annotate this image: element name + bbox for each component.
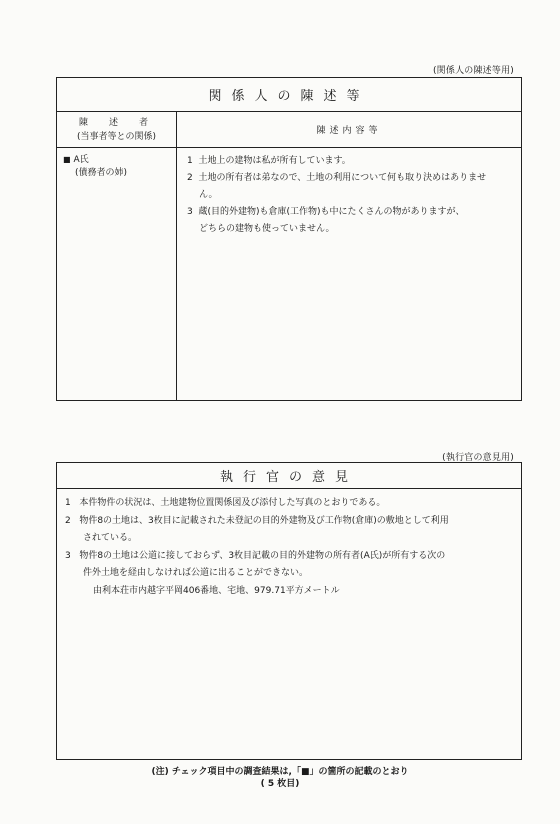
page-number: ( 5 枚目) (260, 779, 300, 789)
check-mark: ■ (63, 155, 71, 164)
opinion-item-continuation: されている。 (83, 533, 138, 543)
opinion-item-address: 由利本荘市内越字平岡406番地、宅地、979.71平方メートル (93, 585, 340, 596)
statement-body-row (57, 148, 521, 400)
footer-note (0, 766, 560, 790)
opinion-item: 3 物件8の土地は公道に接しておらず、3枚目記載の目的外建物の所有者(A氏)が所有する次の (65, 550, 446, 561)
opinion-item: 2 物件8の土地は、3枚目に記載された未登記の目的外建物及び工作物(倉庫)の敷地として利用 (65, 515, 449, 526)
speaker-name: A氏 (73, 155, 89, 165)
opinion-form-tag: (執行官の意見用) (442, 453, 514, 463)
opinion-content (57, 489, 521, 600)
check-note: (注) チェック項目中の調査結果は,「■」の箇所の記載のとおり (151, 767, 409, 777)
statement-item: 3 蔵(目的外建物)も倉庫(工作物)も中にたくさんの物がありますが、 (187, 207, 465, 217)
speaker-relation: (債務者の姉) (75, 168, 128, 178)
statement-item-continuation: どちらの建物も使っていません。 (199, 224, 335, 234)
statement-item: 1 土地上の建物は私が所有しています。 (187, 156, 351, 166)
speaker-cell (57, 148, 177, 400)
speaker-relation-header: (当事者等との関係) (76, 131, 157, 142)
statement-title: 関係人の陳述等 (57, 78, 521, 112)
opinion-item: 1 本件物件の状況は、土地建物位置関係図及び添付した写真のとおりである。 (65, 498, 386, 508)
statement-content-cell (177, 148, 521, 400)
statement-item-continuation: ん。 (199, 190, 218, 200)
speaker-header (57, 112, 177, 147)
statement-header-row (57, 112, 521, 148)
statement-item: 2 土地の所有者は弟なので、土地の利用について何も取り決めはありませ (187, 173, 487, 183)
content-header: 陳述内容等 (316, 126, 382, 136)
statement-table (56, 77, 522, 401)
opinion-table (56, 462, 522, 760)
opinion-title: 執行官の意見 (57, 463, 521, 489)
speaker-header-label: 陳 述 者 (78, 117, 154, 128)
statement-form-tag: (関係人の陳述等用) (432, 66, 514, 76)
check-mark: ■ (300, 767, 310, 777)
opinion-item-continuation: 件外土地を経由しなければ公道に出ることができない。 (83, 568, 309, 578)
